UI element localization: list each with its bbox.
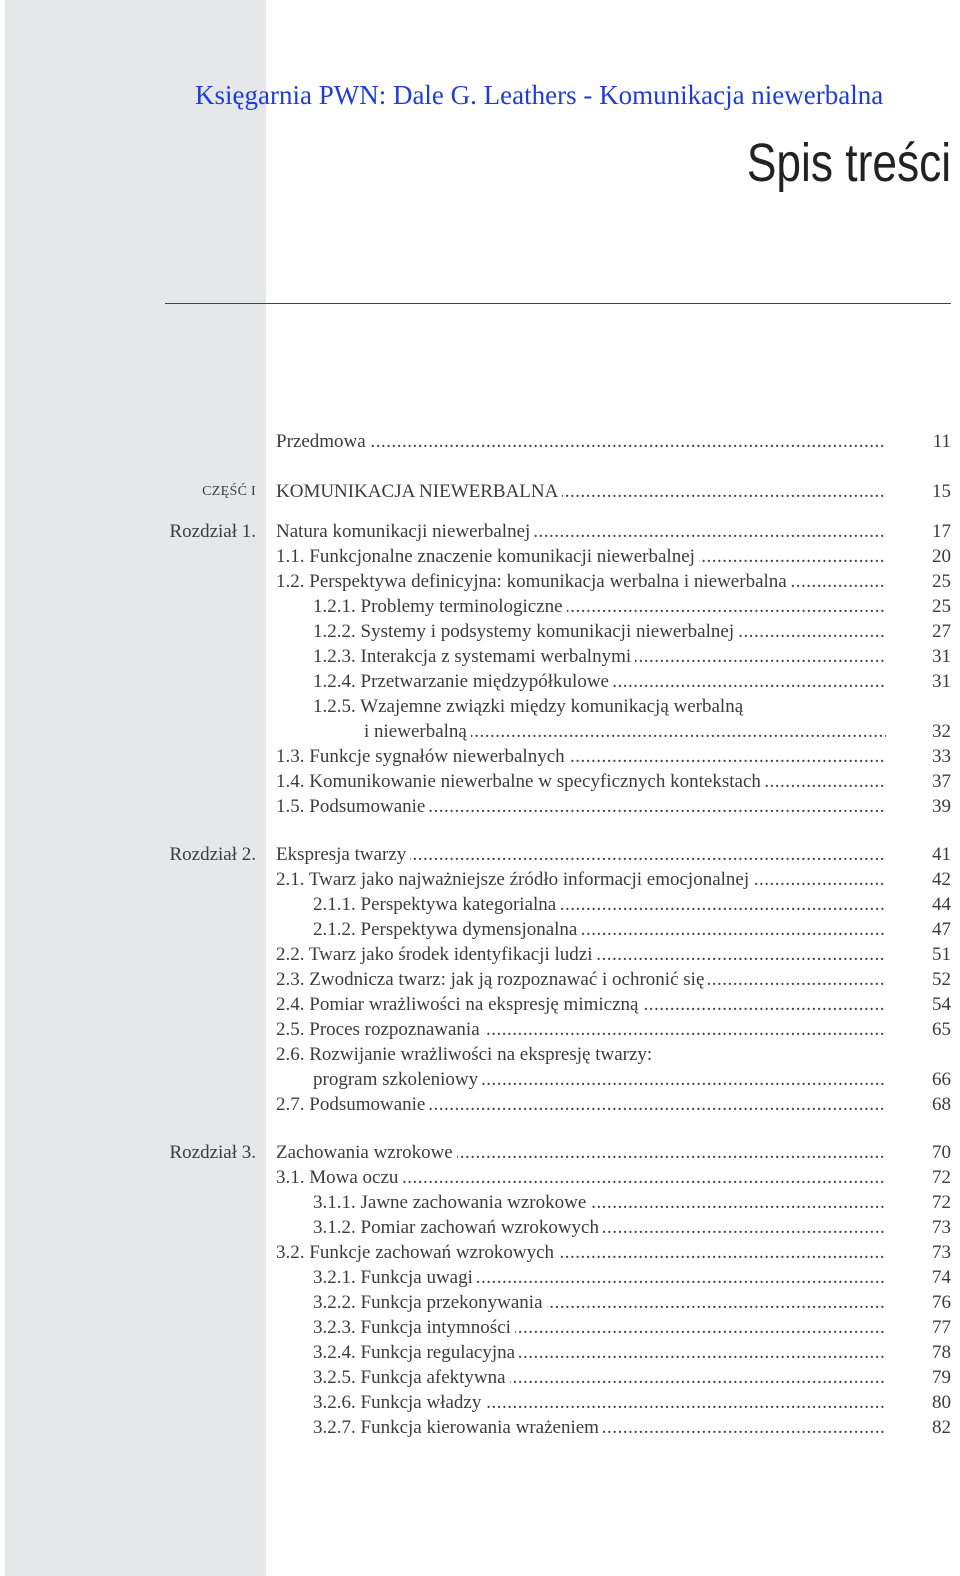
toc-entry[interactable] — [0, 1415, 960, 1440]
divider — [165, 303, 951, 304]
bookstore-link[interactable]: Księgarnia PWN: Dale G. Leathers - Komunikacja niewerbalna — [195, 80, 884, 110]
toc-entry[interactable] — [0, 1340, 960, 1365]
toc-part-label: CZĘŚĆ I — [202, 484, 256, 499]
toc-entry-title: Natura komunikacji niewerbalnej ..... — [276, 519, 886, 544]
toc-entry-title: 2.7. Podsumowanie ..... — [276, 1092, 886, 1117]
toc-entry-page: 79 — [932, 1367, 951, 1388]
toc-entry-page: 51 — [932, 944, 951, 965]
toc-entry-title: 3.2.5. Funkcja afektywna ..... — [313, 1365, 886, 1390]
toc-entry-page: 44 — [932, 894, 951, 915]
toc-entry-page: 25 — [932, 571, 951, 592]
toc-entry-page: 54 — [932, 994, 951, 1015]
toc-entry[interactable] — [0, 1017, 960, 1042]
toc-entry-page: 41 — [932, 844, 951, 865]
toc-entry[interactable] — [0, 1140, 960, 1165]
toc-entry-title: Przedmowa ..... — [276, 429, 886, 454]
toc-entry[interactable] — [0, 769, 960, 794]
toc-entry[interactable] — [0, 1092, 960, 1117]
toc-entry[interactable] — [0, 694, 960, 719]
toc-entry-title: Ekspresja twarzy ..... — [276, 842, 886, 867]
toc-entry-title: 2.2. Twarz jako środek identyfikacji ludzi ..... — [276, 942, 886, 967]
toc-entry-title: 3.2.6. Funkcja władzy ..... — [313, 1390, 886, 1415]
toc-entry-continuation[interactable] — [0, 719, 960, 744]
toc-entry-page: 52 — [932, 969, 951, 990]
toc-entry-title: 3.2.3. Funkcja intymności ..... — [313, 1315, 886, 1340]
toc-entry[interactable] — [0, 1265, 960, 1290]
toc-chapter-label: Rozdział 3. — [169, 1142, 256, 1163]
toc-entry-page: 33 — [932, 746, 951, 767]
toc-entry[interactable] — [0, 519, 960, 544]
toc-entry[interactable] — [0, 967, 960, 992]
toc-entry[interactable] — [0, 1315, 960, 1340]
toc-entry[interactable] — [0, 1365, 960, 1390]
toc-entry-page: 70 — [932, 1142, 951, 1163]
toc-entry[interactable] — [0, 669, 960, 694]
toc-entry[interactable] — [0, 1215, 960, 1240]
toc-entry[interactable] — [0, 744, 960, 769]
toc-entry-page: 65 — [932, 1019, 951, 1040]
toc-entry-title: 3.2.7. Funkcja kierowania wrażeniem ..... — [313, 1415, 886, 1440]
toc-entry[interactable] — [0, 892, 960, 917]
toc-entry[interactable] — [0, 1042, 960, 1067]
toc-entry[interactable] — [0, 619, 960, 644]
toc-entry-title: 2.4. Pomiar wrażliwości na ekspresję mimiczną ..... — [276, 992, 886, 1017]
toc-entry[interactable] — [0, 842, 960, 867]
toc-entry[interactable] — [0, 1165, 960, 1190]
toc-entry-page: 42 — [932, 869, 951, 890]
toc-entry-title: 3.1.1. Jawne zachowania wzrokowe ..... — [313, 1190, 886, 1215]
toc-entry-title: 1.2.4. Przetwarzanie międzypółkulowe ..... — [313, 669, 886, 694]
toc-entry-title: 1.1. Funkcjonalne znaczenie komunikacji niewerbalnej ..... — [276, 544, 886, 569]
toc-entry-page: 72 — [932, 1192, 951, 1213]
toc-entry[interactable] — [0, 992, 960, 1017]
toc-entry-title: 1.5. Podsumowanie ..... — [276, 794, 886, 819]
toc-entry-page: 74 — [932, 1267, 951, 1288]
toc-entry-page: 27 — [932, 621, 951, 642]
toc-entry-page: 72 — [932, 1167, 951, 1188]
toc-entry-page: 11 — [932, 431, 951, 452]
toc-entry-page: 73 — [932, 1242, 951, 1263]
toc-entry-page: 80 — [932, 1392, 951, 1413]
toc-entry-title: 2.3. Zwodnicza twarz: jak ją rozpoznawać i ochronić się ..... — [276, 967, 886, 992]
toc-chapter-label: Rozdział 2. — [169, 844, 256, 865]
toc-entry-page: 39 — [932, 796, 951, 817]
toc-entry-title: 1.2.1. Problemy terminologiczne ..... — [313, 594, 886, 619]
toc-entry-title: i niewerbalną ..... — [364, 719, 886, 744]
toc-entry[interactable] — [0, 594, 960, 619]
toc-entry-page: 37 — [932, 771, 951, 792]
toc-entry[interactable] — [0, 429, 960, 454]
toc-entry-title: 2.5. Proces rozpoznawania ..... — [276, 1017, 886, 1042]
toc-entry-title: program szkoleniowy ..... — [313, 1067, 886, 1092]
toc-entry-page: 47 — [932, 919, 951, 940]
toc-entry-title: 1.2.2. Systemy i podsystemy komunikacji niewerbalnej ..... — [313, 619, 886, 644]
page-title: Spis treści — [746, 133, 951, 193]
toc-entry-page: 76 — [932, 1292, 951, 1313]
toc-entry-title: 3.1.2. Pomiar zachowań wzrokowych ..... — [313, 1215, 886, 1240]
toc-entry-page: 20 — [932, 546, 951, 567]
toc-entry-page: 82 — [932, 1417, 951, 1438]
toc-entry-page: 77 — [932, 1317, 951, 1338]
toc-entry-title: 3.2. Funkcje zachowań wzrokowych ..... — [276, 1240, 886, 1265]
toc-entry[interactable] — [0, 1240, 960, 1265]
toc-entry-title: 1.2.5. Wzajemne związki między komunikacją werbalną — [313, 694, 886, 719]
toc-entry[interactable] — [0, 1290, 960, 1315]
toc-entry[interactable] — [0, 794, 960, 819]
toc-entry-page: 31 — [932, 646, 951, 667]
toc-entry-page: 17 — [932, 521, 951, 542]
toc-entry[interactable] — [0, 1390, 960, 1415]
toc-entry-title: 2.1.2. Perspektywa dymensjonalna ..... — [313, 917, 886, 942]
toc-entry[interactable] — [0, 867, 960, 892]
toc-entry-title: Zachowania wzrokowe ..... — [276, 1140, 886, 1165]
toc-entry-title: 1.3. Funkcje sygnałów niewerbalnych ..... — [276, 744, 886, 769]
toc-entry-continuation[interactable] — [0, 1067, 960, 1092]
toc-entry-title: 2.6. Rozwijanie wrażliwości na ekspresję twarzy: — [276, 1042, 886, 1067]
toc-chapter-label: Rozdział 1. — [169, 521, 256, 542]
toc-entry-title: 2.1. Twarz jako najważniejsze źródło informacji emocjonalnej ..... — [276, 867, 886, 892]
toc-entry-title: KOMUNIKACJA NIEWERBALNA ..... — [276, 479, 886, 504]
toc-entry-page: 15 — [932, 481, 951, 502]
toc-entry-title: 1.4. Komunikowanie niewerbalne w specyficznych kontekstach ..... — [276, 769, 886, 794]
toc-entry-page: 73 — [932, 1217, 951, 1238]
toc-entry-page: 32 — [932, 721, 951, 742]
toc-entry-page: 68 — [932, 1094, 951, 1115]
toc-entry-page: 78 — [932, 1342, 951, 1363]
toc-entry[interactable] — [0, 479, 960, 504]
toc-entry-title: 1.2.3. Interakcja z systemami werbalnymi ..... — [313, 644, 886, 669]
toc-entry-page: 66 — [932, 1069, 951, 1090]
toc-entry[interactable] — [0, 544, 960, 569]
toc-entry-title: 1.2. Perspektywa definicyjna: komunikacja werbalna i niewerbalna ..... — [276, 569, 886, 594]
toc-entry[interactable] — [0, 569, 960, 594]
toc-entry-title: 3.2.4. Funkcja regulacyjna ..... — [313, 1340, 886, 1365]
toc-entry-page: 25 — [932, 596, 951, 617]
toc-entry[interactable] — [0, 942, 960, 967]
toc-entry[interactable] — [0, 1190, 960, 1215]
toc-entry[interactable] — [0, 644, 960, 669]
toc-entry[interactable] — [0, 917, 960, 942]
toc-entry-title: 2.1.1. Perspektywa kategorialna ..... — [313, 892, 886, 917]
toc-entry-title: 3.1. Mowa oczu ..... — [276, 1165, 886, 1190]
toc-entry-page: 31 — [932, 671, 951, 692]
toc-entry-title: 3.2.1. Funkcja uwagi ..... — [313, 1265, 886, 1290]
toc-entry-title: 3.2.2. Funkcja przekonywania ..... — [313, 1290, 886, 1315]
